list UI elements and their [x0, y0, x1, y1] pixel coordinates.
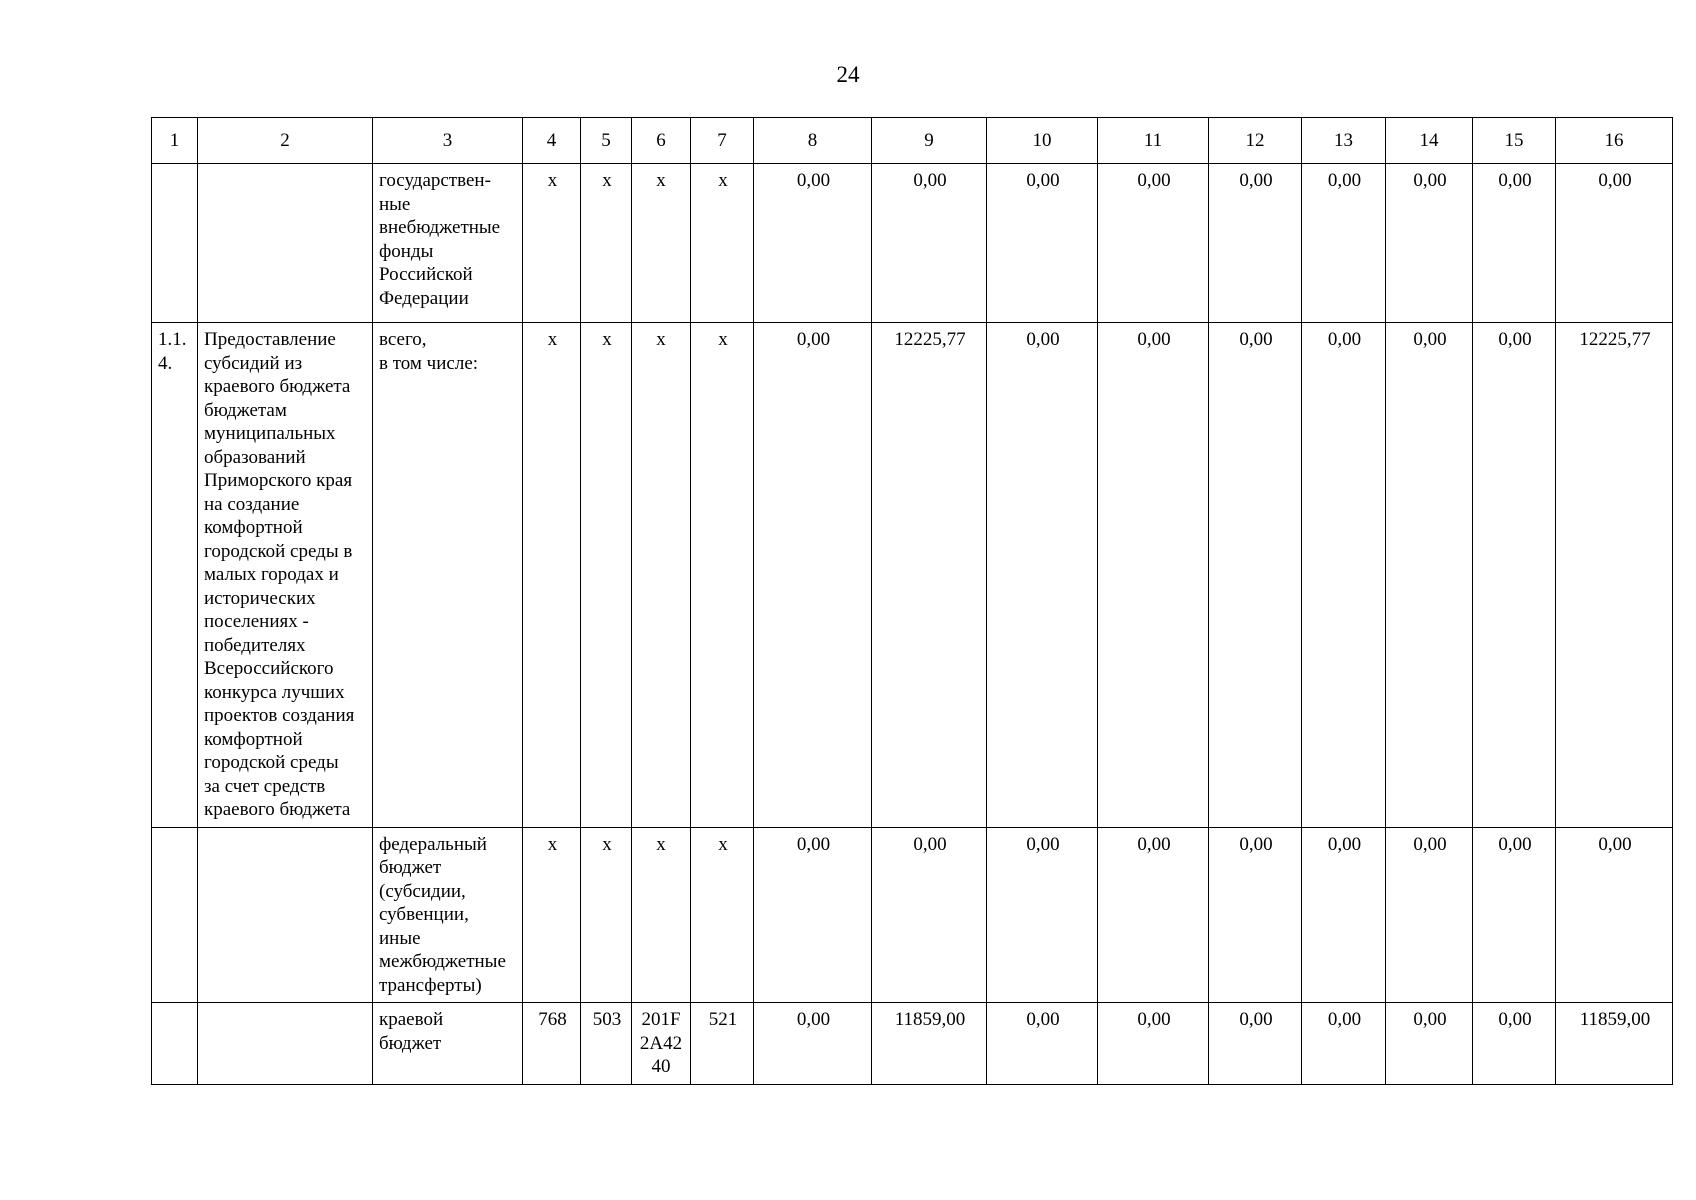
code-cell: x	[523, 323, 581, 828]
amount-cell: 0,00	[1209, 1003, 1302, 1085]
amount-cell: 0,00	[987, 164, 1098, 323]
header-cell: 5	[581, 118, 632, 164]
code-cell: 768	[523, 1003, 581, 1085]
amount-cell: 0,00	[1473, 164, 1556, 323]
amount-cell: 0,00	[987, 323, 1098, 828]
amount-cell: 0,00	[872, 164, 987, 323]
header-cell: 14	[1386, 118, 1473, 164]
amount-cell: 0,00	[1473, 323, 1556, 828]
total-amount-cell: 11859,00	[1556, 1003, 1673, 1085]
amount-cell: 0,00	[1302, 1003, 1386, 1085]
code-cell: x	[691, 827, 754, 1003]
amount-cell: 0,00	[754, 1003, 872, 1085]
amount-cell: 0,00	[1098, 323, 1209, 828]
amount-cell: 0,00	[754, 323, 872, 828]
amount-cell: 0,00	[1386, 164, 1473, 323]
row-number-cell	[152, 827, 198, 1003]
total-amount-cell: 0,00	[1556, 164, 1673, 323]
amount-cell: 0,00	[872, 827, 987, 1003]
funding-source-cell: краевой бюджет	[373, 1003, 523, 1085]
amount-cell: 0,00	[987, 1003, 1098, 1085]
budget-table	[151, 117, 1673, 1085]
code-cell: x	[691, 323, 754, 828]
header-cell: 7	[691, 118, 754, 164]
header-cell: 11	[1098, 118, 1209, 164]
amount-cell: 0,00	[1386, 827, 1473, 1003]
amount-cell: 0,00	[1209, 164, 1302, 323]
amount-cell: 0,00	[1473, 827, 1556, 1003]
code-cell: 503	[581, 1003, 632, 1085]
description-cell	[198, 1003, 373, 1085]
funding-source-cell: государствен- ные внебюджетные фонды Российской Федерации	[373, 164, 523, 323]
header-cell: 10	[987, 118, 1098, 164]
amount-cell: 0,00	[1098, 1003, 1209, 1085]
header-cell: 6	[632, 118, 691, 164]
description-cell	[198, 164, 373, 323]
code-cell: x	[581, 827, 632, 1003]
header-cell: 2	[198, 118, 373, 164]
header-cell: 16	[1556, 118, 1673, 164]
amount-cell: 0,00	[1098, 164, 1209, 323]
code-cell: x	[523, 164, 581, 323]
total-amount-cell: 12225,77	[1556, 323, 1673, 828]
description-cell: Предоставление субсидий из краевого бюджета бюджетам муниципальных образований Приморского края на создание комфортной городской среды в малых городах и исторических поселениях - победителях Всероссийского конкурса лучших проектов создания комфортной городской среды за счет средств краевого бюджета	[198, 323, 373, 828]
header-cell: 13	[1302, 118, 1386, 164]
amount-cell: 0,00	[1302, 323, 1386, 828]
table-row	[152, 164, 1673, 323]
amount-cell: 0,00	[754, 827, 872, 1003]
table-row	[152, 827, 1673, 1003]
amount-cell: 0,00	[1302, 164, 1386, 323]
row-number-cell	[152, 1003, 198, 1085]
amount-cell: 0,00	[754, 164, 872, 323]
code-cell: x	[632, 323, 691, 828]
description-cell	[198, 827, 373, 1003]
amount-cell: 12225,77	[872, 323, 987, 828]
row-number-cell	[152, 164, 198, 323]
row-number-cell: 1.1. 4.	[152, 323, 198, 828]
amount-cell: 0,00	[1209, 827, 1302, 1003]
code-cell: x	[632, 827, 691, 1003]
table-row	[152, 1003, 1673, 1085]
header-cell: 1	[152, 118, 198, 164]
header-cell: 9	[872, 118, 987, 164]
table-header-row	[152, 118, 1673, 164]
header-cell: 12	[1209, 118, 1302, 164]
table-row	[152, 323, 1673, 828]
total-amount-cell: 0,00	[1556, 827, 1673, 1003]
header-cell: 8	[754, 118, 872, 164]
code-cell: x	[581, 164, 632, 323]
amount-cell: 11859,00	[872, 1003, 987, 1085]
amount-cell: 0,00	[1473, 1003, 1556, 1085]
header-cell: 4	[523, 118, 581, 164]
amount-cell: 0,00	[1302, 827, 1386, 1003]
header-cell: 3	[373, 118, 523, 164]
code-cell: x	[581, 323, 632, 828]
funding-source-cell: всего, в том числе:	[373, 323, 523, 828]
amount-cell: 0,00	[987, 827, 1098, 1003]
code-cell: x	[523, 827, 581, 1003]
amount-cell: 0,00	[1098, 827, 1209, 1003]
header-cell: 15	[1473, 118, 1556, 164]
code-cell: x	[691, 164, 754, 323]
code-cell: 521	[691, 1003, 754, 1085]
funding-source-cell: федеральный бюджет (субсидии, субвенции, иные межбюджетные трансферты)	[373, 827, 523, 1003]
page-number: 24	[836, 62, 860, 87]
amount-cell: 0,00	[1386, 1003, 1473, 1085]
code-cell: x	[632, 164, 691, 323]
amount-cell: 0,00	[1386, 323, 1473, 828]
amount-cell: 0,00	[1209, 323, 1302, 828]
code-cell: 201F 2A42 40	[632, 1003, 691, 1085]
